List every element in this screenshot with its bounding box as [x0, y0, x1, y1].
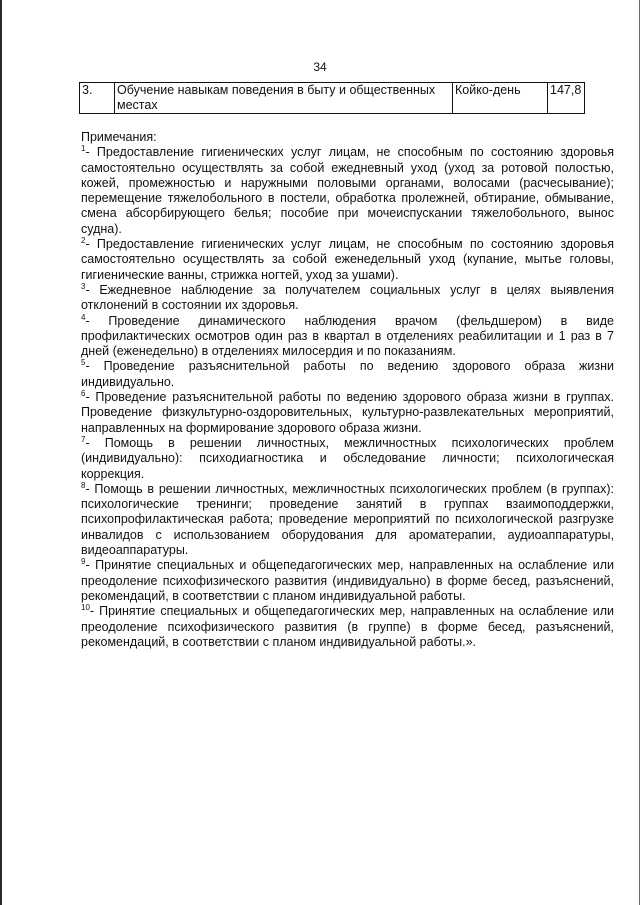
note-item: [81, 237, 614, 283]
notes-heading: Примечания:: [81, 130, 157, 144]
note-text: - Проведение разъяснительной работы по ведению здорового образа жизни индивидуально.: [81, 359, 614, 389]
note-item: [81, 558, 614, 604]
note-item: [81, 359, 614, 390]
note-text: - Предоставление гигиенических услуг лицам, не способным по состоянию здоровья самостоятельно осуществлять за собой еженедельный уход (купание, мытье головы, гигиенические ванны, стрижка ногтей, уход за ушами).: [81, 237, 614, 282]
note-text: - Принятие специальных и общепедагогических мер, направленных на ослабление или преодоление психофизического развития (в группе) в форме бесед, разъяснений, рекомендаций, в соответствии с планом индивидуальной работы.».: [81, 604, 614, 649]
note-number: 1: [81, 144, 86, 154]
note-number: 9: [81, 557, 86, 567]
note-item: [81, 314, 614, 360]
row-number-cell: 3.: [80, 83, 115, 114]
note-item: [81, 145, 614, 237]
note-text: - Помощь в решении личностных, межличностных психологических проблем (в группах): психологические тренинги; проведение занятий в группах взаимоподдержки, психопрофилактическая работа; проведение мероприятий по психологической разгрузке инвалидов с использованием оборудования для ароматерапии, аудиоаппаратуры, видеоаппаратуры.: [81, 481, 614, 558]
scan-left-edge: [0, 0, 2, 905]
note-text: - Проведение разъяснительной работы по ведению здорового образа жизни в группах. Проведение физкультурно-оздоровительных, культурно-развлекательных мероприятий, направленных на формирование здорового образа жизни.: [81, 390, 614, 435]
service-name-cell: Обучение навыкам поведения в быту и общественных местах: [115, 83, 453, 114]
note-item: [81, 390, 614, 436]
note-item: [81, 436, 614, 482]
note-number: 2: [81, 235, 86, 245]
table-row: [80, 83, 585, 114]
note-number: 3: [81, 281, 86, 291]
note-number: 5: [81, 358, 86, 368]
page-number: 34: [313, 60, 327, 74]
note-text: - Помощь в решении личностных, межличностных психологических проблем (индивидуально): психодиагностика и обследование личности; психологическая коррекция.: [81, 435, 614, 481]
note-text: - Принятие специальных и общепедагогических мер, направленных на ослабление или преодоление психофизического развития (индивидуально) в форме бесед, разъяснений, рекомендаций, в соответствии с планом индивидуальной работы.: [81, 558, 614, 603]
note-item: [81, 482, 614, 558]
note-number: 6: [81, 388, 86, 398]
note-number: 7: [81, 434, 86, 444]
note-item: [81, 604, 614, 650]
value-cell: 147,8: [548, 83, 585, 114]
service-table: [79, 82, 585, 114]
unit-cell: Койко-день: [453, 83, 548, 114]
note-text: - Ежедневное наблюдение за получателем социальных услуг в целях выявления отклонений в состоянии их здоровья.: [81, 282, 614, 313]
note-text: - Проведение динамического наблюдения врачом (фельдшером) в виде профилактических осмотров один раз в квартал в отделениях реабилитации и 1 раз в 7 дней (еженедельно) в отделениях милосердия и по показаниям.: [81, 313, 614, 359]
note-item: [81, 283, 614, 314]
note-number: 4: [81, 312, 86, 322]
note-number: 8: [81, 480, 86, 490]
note-number: 10: [81, 603, 90, 613]
notes-section: [81, 130, 614, 650]
note-text: - Предоставление гигиенических услуг лицам, не способным по состоянию здоровья самостоятельно осуществлять за собой ежедневный уход (уход за ротовой полостью, кожей, промежностью и наружными половыми органами, волосами (расчесывание); перемещение тяжелобольного в постели, обработка пролежней, обтирание, обмывание, смена абсорбирующего белья; пособие при мочеиспускании тяжелобольного, вынос судна).: [81, 145, 614, 236]
